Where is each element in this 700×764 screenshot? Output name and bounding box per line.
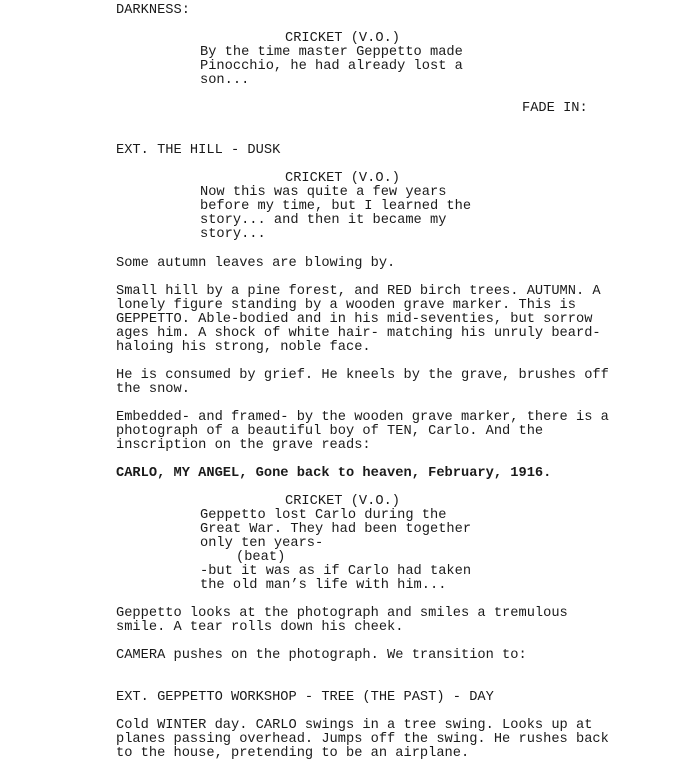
parenthetical: (beat) <box>236 550 286 565</box>
action-line: CAMERA pushes on the photograph. We transition to: <box>116 648 527 663</box>
action-line: photograph of a beautiful boy of TEN, Carlo. And the <box>116 424 544 439</box>
action-line: GEPPETTO. Able-bodied and in his mid-seventies, but sorrow <box>116 312 593 327</box>
action-line: inscription on the grave reads: <box>116 438 371 453</box>
dialogue-line: story... and then it became my <box>200 213 447 228</box>
action-line: smile. A tear rolls down his cheek. <box>116 620 404 635</box>
character-cue: CRICKET (V.O.) <box>285 31 400 46</box>
dialogue-line: -but it was as if Carlo had taken <box>200 564 472 579</box>
scene-heading-2: EXT. GEPPETTO WORKSHOP - TREE (THE PAST) - DAY <box>116 690 494 705</box>
action-line: He is consumed by grief. He kneels by the grave, brushes off <box>116 368 609 383</box>
action-line: Cold WINTER day. CARLO swings in a tree swing. Looks up at <box>116 718 593 733</box>
scene-heading-1: EXT. THE HILL - DUSK <box>116 143 281 158</box>
action-line: the snow. <box>116 382 190 397</box>
dialogue-line: By the time master Geppetto made <box>200 45 463 60</box>
action-line: planes passing overhead. Jumps off the swing. He rushes back <box>116 732 609 747</box>
action-line: Some autumn leaves are blowing by. <box>116 256 396 271</box>
grave-inscription: CARLO, MY ANGEL, Gone back to heaven, February, 1916. <box>116 466 552 481</box>
character-cue: CRICKET (V.O.) <box>285 494 400 509</box>
dialogue-line: story... <box>200 227 266 242</box>
dialogue-line: Pinocchio, he had already lost a <box>200 59 463 74</box>
action-line: to the house, pretending to be an airplane. <box>116 746 470 761</box>
opening-line: DARKNESS: <box>116 3 190 18</box>
action-line: Embedded- and framed- by the wooden grave marker, there is a <box>116 410 609 425</box>
action-line: Small hill by a pine forest, and RED birch trees. AUTUMN. A <box>116 284 601 299</box>
dialogue-line: Geppetto lost Carlo during the <box>200 508 447 523</box>
action-line: Geppetto looks at the photograph and smiles a tremulous <box>116 606 568 621</box>
dialogue-line: before my time, but I learned the <box>200 199 472 214</box>
dialogue-line: son... <box>200 73 250 88</box>
action-line: ages him. A shock of white hair- matching his unruly beard- <box>116 326 601 341</box>
dialogue-line: Now this was quite a few years <box>200 185 447 200</box>
dialogue-line: the old man’s life with him... <box>200 578 447 593</box>
dialogue-line: only ten years- <box>200 536 324 551</box>
dialogue-line: Great War. They had been together <box>200 522 472 537</box>
character-cue: CRICKET (V.O.) <box>285 171 400 186</box>
action-line: lonely figure standing by a wooden grave marker. This is <box>116 298 576 313</box>
transition-fade-in: FADE IN: <box>522 101 588 116</box>
action-line: haloing his strong, noble face. <box>116 340 371 355</box>
